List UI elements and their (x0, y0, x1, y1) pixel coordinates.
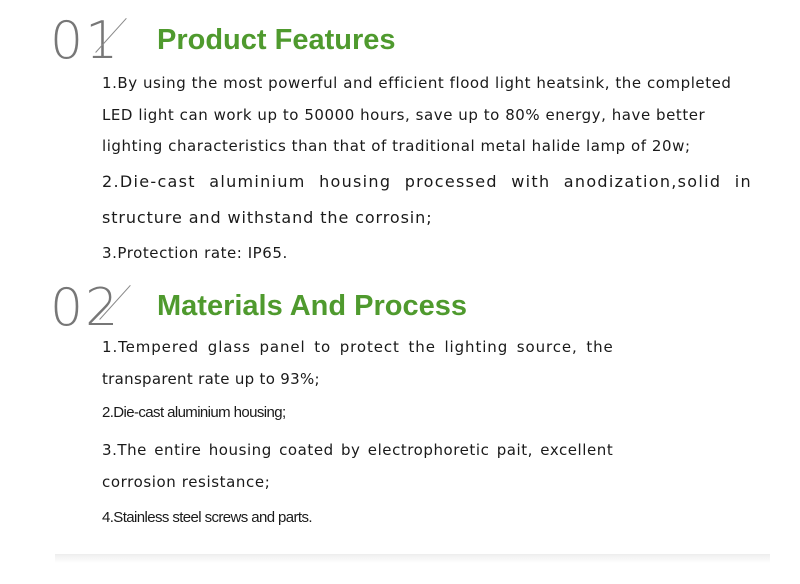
bottom-divider-shadow (55, 554, 770, 563)
feature-line-2: LED light can work up to 50000 hours, save up to 80% energy, have better (102, 106, 706, 124)
section-number: 01 (50, 11, 121, 71)
material-line-5: corrosion resistance; (102, 473, 271, 491)
material-line-3: 2.Die-cast aluminium housing; (102, 404, 286, 421)
feature-line-6: 3.Protection rate: IP65. (102, 244, 288, 262)
feature-line-1: 1.By using the most powerful and efficient flood light heatsink, the completed (102, 74, 732, 92)
section-title: Product Features (157, 24, 396, 56)
section-title: Materials And Process (157, 290, 467, 322)
material-line-4: 3.The entire housing coated by electrophoretic pait, excellent (102, 441, 614, 459)
material-line-2: transparent rate up to 93%; (102, 370, 320, 388)
material-line-6: 4.Stainless steel screws and parts. (102, 509, 312, 526)
feature-line-5: structure and withstand the corrosin; (102, 208, 433, 227)
feature-line-4: 2.Die-cast aluminium housing processed with anodization,solid in (102, 172, 752, 191)
section-number: 02 (50, 278, 121, 338)
feature-line-3: lighting characteristics than that of traditional metal halide lamp of 20w; (102, 137, 691, 155)
material-line-1: 1.Tempered glass panel to protect the lighting source, the (102, 338, 614, 356)
